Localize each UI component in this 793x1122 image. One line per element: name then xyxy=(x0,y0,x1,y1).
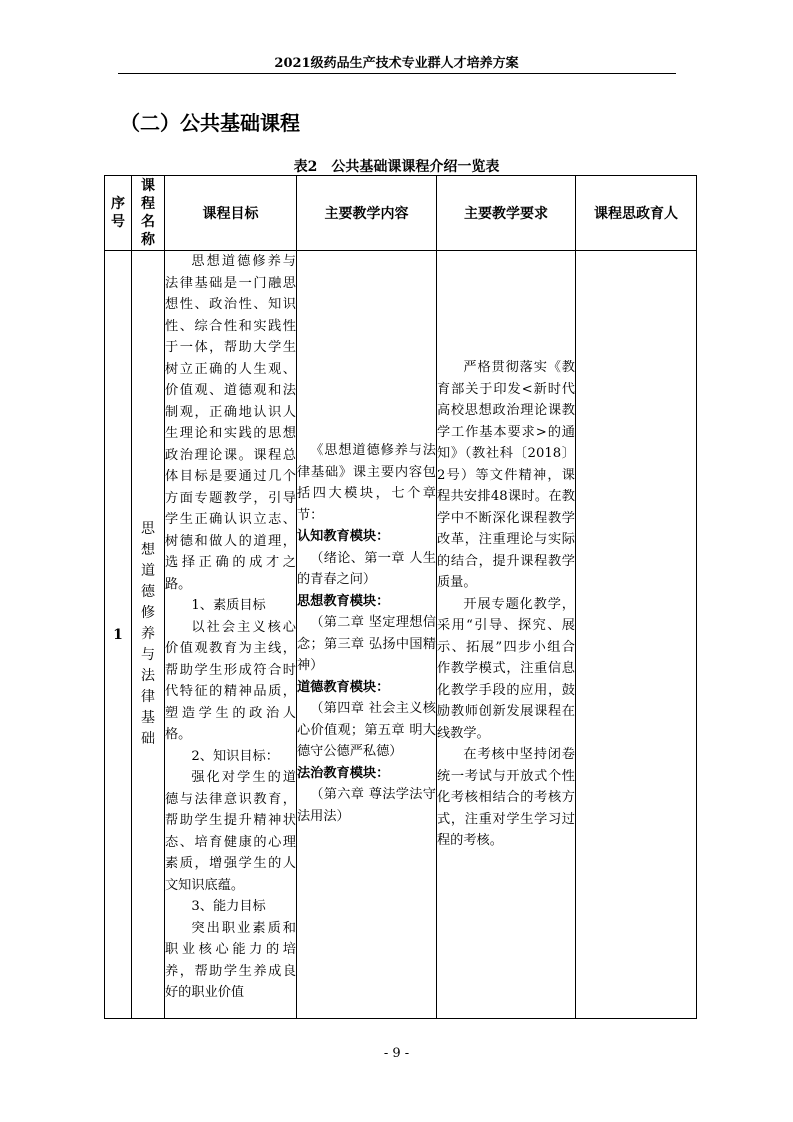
col-header-content: 主要教学内容 xyxy=(297,176,437,251)
goal-paragraph: 强化对学生的道德与法律意识教育，帮助学生提升精神状态、培育健康的心理素质，增强学生的人文知识底蕴。 xyxy=(165,770,296,893)
goal-subheading: 3、能力目标 xyxy=(191,899,266,914)
row-index: 1 xyxy=(105,251,132,1019)
goal-subheading: 1、素质目标 xyxy=(191,598,266,613)
running-header: 2021级药品生产技术专业群人才培养方案 xyxy=(274,56,519,71)
module-detail: （第四章 社会主义核心价值观；第五章 明大德守公德严私德） xyxy=(297,701,436,759)
col-header-requirements: 主要教学要求 xyxy=(437,176,576,251)
goal-paragraph: 思想道德修养与法律基础是一门融思想性、政治性、知识性、综合性和实践性于一体，帮助大学生树立正确的人生观、价值观、道德观和法制观，正确地认识人生理论和实践的思想政治理论课。课程总体目标是要通过几个方面专题教学，引导学生正确认识立志、树德和做人的道理，选择正确的成才之路。 xyxy=(165,254,296,592)
requirement-paragraph: 开展专题化教学，采用“引导、探究、展示、拓展”四步小组合作教学模式，注重信息化教学手段的应用，鼓励教师创新发展课程在线教学。 xyxy=(437,596,575,741)
module-detail: （绪论、第一章 人生的青春之问） xyxy=(297,550,436,587)
content-intro: 《思想道德修养与法律基础》课主要内容包括四大模块，七个章节： xyxy=(297,443,436,523)
page-number: - 9 - xyxy=(383,1046,410,1061)
requirement-paragraph: 严格贯彻落实《教育部关于印发<新时代高校思想政治理论课教学工作基本要求>的通知》（教社科〔2018〕2号）等文件精神，课程共安排48课时。在教学中不断深化课程教学改革，注重理论与实际的结合，提升课程教学质量。 xyxy=(437,360,575,590)
goal-paragraph: 突出职业素质和职业核心能力的培养，帮助学生养成良好的职业价值 xyxy=(165,920,296,1000)
section-heading: （二）公共基础课程 xyxy=(120,111,300,135)
module-title: 认知教育模块： xyxy=(297,529,390,544)
module-title: 思想教育模块： xyxy=(297,593,390,609)
col-header-ideology: 课程思政育人 xyxy=(576,176,697,251)
ideology-cell xyxy=(576,251,697,1019)
module-detail: （第六章 尊法学法守法用法） xyxy=(297,787,436,824)
col-header-goal: 课程目标 xyxy=(165,176,297,251)
goal-paragraph: 以社会主义核心价值观教育为主线，帮助学生形成符合时代特征的精神品质，塑造学生的政治人格。 xyxy=(165,619,296,742)
table-row xyxy=(105,251,697,1019)
course-table xyxy=(104,175,697,1019)
col-header-name: 课 程 名 称 xyxy=(132,176,165,251)
col-header-index: 序 号 xyxy=(105,176,132,251)
teaching-content-cell xyxy=(297,251,437,1019)
header-rule xyxy=(118,73,676,74)
table-caption: 表2 公共基础课课程介绍一览表 xyxy=(293,159,500,175)
module-title: 道德教育模块： xyxy=(297,679,390,695)
teaching-requirements-cell xyxy=(437,251,576,1019)
course-name: 思 想 道 德 修 养 与 法 律 基 础 xyxy=(132,251,165,1019)
goal-subheading: 2、知识目标： xyxy=(191,748,279,764)
table-header-row xyxy=(105,176,697,251)
module-detail: （第二章 坚定理想信念；第三章 弘扬中国精神） xyxy=(297,615,436,673)
module-title: 法治教育模块： xyxy=(297,765,390,781)
course-goal-cell xyxy=(165,251,297,1019)
requirement-paragraph: 在考核中坚持闭卷统一考试与开放式个性化考核相结合的考核方式，注重对学生学习过程的考核。 xyxy=(437,747,575,848)
